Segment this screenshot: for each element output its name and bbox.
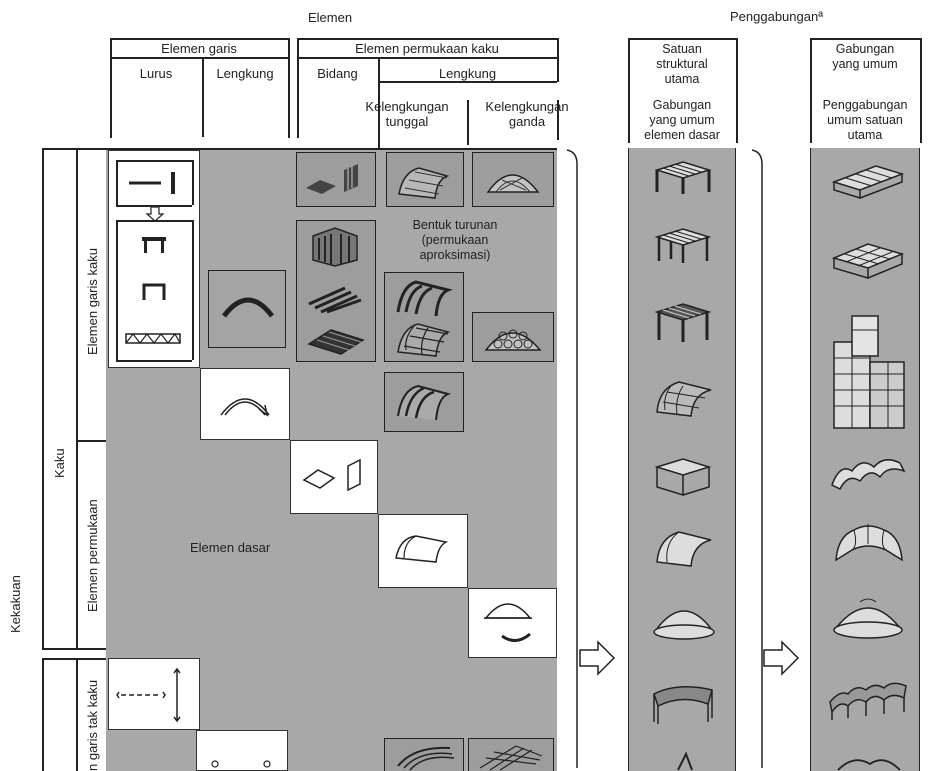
- cable-lengkung-icon: [205, 758, 275, 770]
- left-bracket: [42, 148, 44, 648]
- curved-beam-icon: [220, 288, 276, 322]
- arch-vault-icon: [392, 378, 458, 424]
- header-tick: [288, 38, 290, 138]
- left-bracket: [76, 440, 106, 442]
- header-tick: [810, 38, 920, 40]
- header-elemen: Elemen: [308, 10, 353, 25]
- plane-surface-icon: [300, 456, 372, 500]
- grid-slab-icon: [305, 322, 367, 356]
- portal-frame-icon: [140, 280, 170, 302]
- left-bracket: [42, 658, 106, 660]
- right-brace-1: [565, 148, 585, 771]
- label-elemen-permukaan: Elemen permukaan: [85, 499, 100, 612]
- cell-divider: [192, 160, 194, 205]
- header-tick: [557, 38, 559, 82]
- left-bracket: [42, 658, 44, 771]
- barrel-vault-icon: [653, 528, 715, 568]
- header-penggabungan-umum: Penggabungan umum satuan utama: [822, 98, 908, 142]
- down-arrow-icon: [146, 206, 164, 222]
- partial-icon: [834, 752, 904, 771]
- cable-lurus-icon: [115, 665, 193, 725]
- brick-vault-icon: [653, 378, 715, 418]
- partial-icon: [670, 752, 700, 771]
- ribbed-table-icon: [653, 300, 713, 346]
- cable-mesh-icon: [476, 742, 546, 770]
- left-bracket: [76, 658, 78, 771]
- header-tick: [628, 38, 736, 40]
- header-divider: [297, 57, 557, 59]
- frame-icon: [140, 233, 170, 255]
- ribbed-vault-icon: [393, 158, 457, 202]
- segmented-vault-icon: [392, 316, 458, 360]
- cell-divider: [192, 220, 194, 360]
- dome-unit-icon: [650, 600, 718, 644]
- header-divider: [378, 81, 557, 83]
- arch-arrow-icon: [215, 385, 275, 421]
- header-tick: [920, 38, 922, 143]
- header-elemen-permukaan-kaku: Elemen permukaan kaku: [355, 41, 499, 56]
- dome-icon: [478, 596, 544, 650]
- single-curvature-icon: [390, 528, 458, 568]
- header-bidang: Bidang: [317, 66, 358, 81]
- label-kekakuan: Kekakuan: [8, 575, 23, 633]
- label-elemen-dasar: Elemen dasar: [190, 540, 271, 555]
- slab-wall-icon: [302, 162, 372, 198]
- dome-cluster-icon: [828, 596, 908, 642]
- left-bracket: [42, 148, 106, 150]
- cell-divider: [116, 160, 118, 205]
- block-row-icon: [830, 162, 906, 198]
- tent-row-icon: [826, 678, 910, 722]
- header-penggabungan: Penggabunganª: [730, 9, 824, 24]
- bar-grid-icon: [305, 282, 365, 312]
- slab-table-icon: [653, 158, 713, 198]
- header-tick: [736, 38, 738, 143]
- lattice-dome-icon: [482, 162, 544, 198]
- left-bracket: [76, 148, 78, 648]
- header-kelengkungan-ganda: Kelengkungan ganda: [485, 99, 569, 129]
- header-bracket-garis: [110, 38, 288, 40]
- box-frame-icon: [305, 226, 365, 266]
- beam-column-icon: [125, 168, 185, 198]
- arrow-right-icon: [578, 640, 618, 676]
- header-lengkung-garis: Lengkung: [216, 66, 274, 81]
- label-elemen-garis-kaku: Elemen garis kaku: [85, 248, 100, 355]
- header-lengkung-permukaan: Lengkung: [438, 66, 497, 81]
- groin-vault-icon: [828, 520, 908, 564]
- header-satuan-struktural: Satuan struktural utama: [656, 42, 708, 86]
- header-kelengkungan-tunggal: Kelengkungan tunggal: [365, 99, 449, 129]
- cell-dome-icon: [480, 318, 546, 356]
- arched-ribs-icon: [392, 276, 458, 320]
- label-bentuk-turunan: Bentuk turunan (permukaan aproksimasi): [412, 218, 498, 262]
- header-divider: [110, 57, 288, 59]
- tent-table-icon: [648, 680, 718, 726]
- header-lurus: Lurus: [139, 66, 173, 81]
- right-brace-2: [750, 148, 770, 771]
- header-elemen-garis: Elemen garis: [161, 41, 237, 56]
- box-unit-icon: [653, 455, 715, 497]
- block-grid-icon: [830, 240, 906, 282]
- cell-divider: [116, 360, 192, 362]
- label-garis-tak-kaku: n garis tak kaku: [85, 679, 100, 771]
- label-kaku: Kaku: [52, 448, 67, 478]
- cell-divider: [116, 160, 192, 162]
- block-stack-icon: [828, 312, 910, 432]
- header-bracket-permukaan: [297, 38, 557, 40]
- truss-icon: [124, 332, 184, 346]
- arrow-right-icon: [762, 640, 802, 676]
- slab-table-icon: [653, 225, 713, 265]
- header-gabungan-yang-umum: Gabungan yang umum: [832, 42, 898, 71]
- multi-vault-icon: [828, 455, 908, 491]
- cable-net-icon: [394, 742, 456, 770]
- header-gabungan-elemen-dasar: Gabungan yang umum elemen dasar: [644, 98, 720, 142]
- cell-divider: [116, 220, 118, 360]
- left-bracket: [42, 648, 106, 650]
